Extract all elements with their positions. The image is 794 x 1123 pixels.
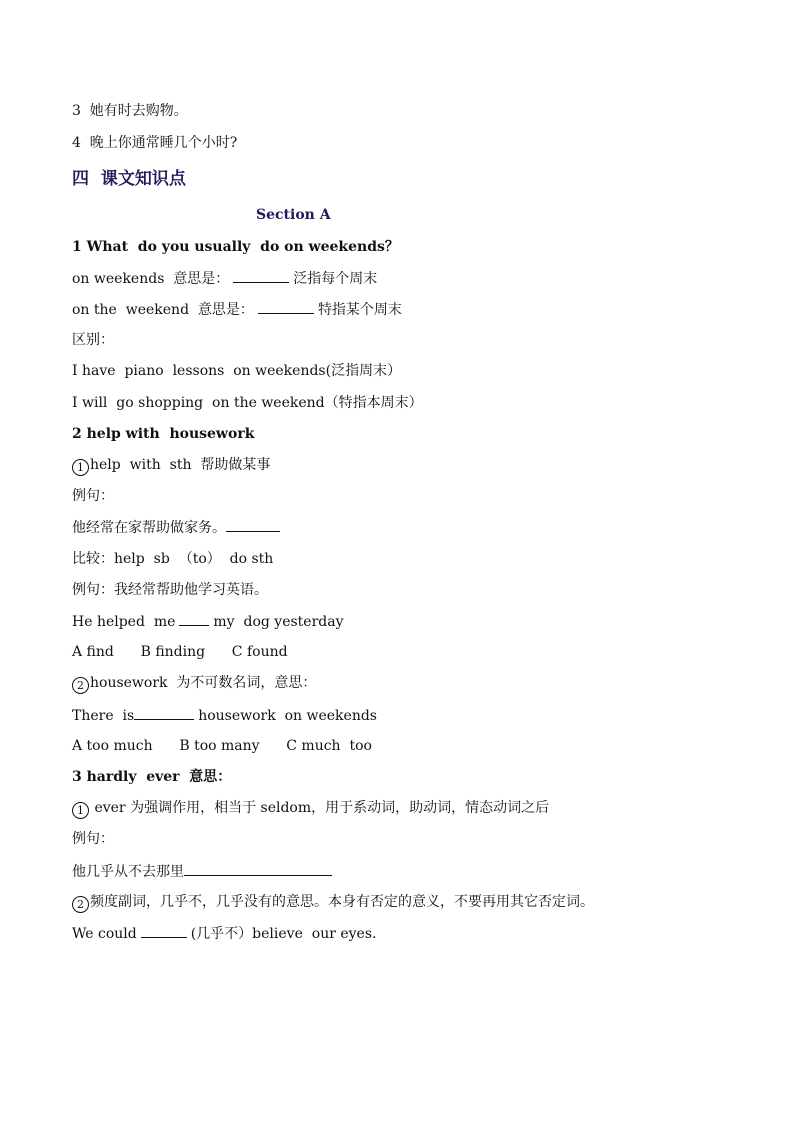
- text-line: [72, 455, 270, 476]
- answer-blank[interactable]: [226, 517, 280, 532]
- text-line: 3 她有时去购物。: [72, 103, 188, 119]
- section-heading: 四 课文知识点: [72, 169, 186, 189]
- example-line: I have piano lessons on weekends(泛指周末）: [72, 363, 402, 379]
- answer-blank[interactable]: [258, 299, 314, 314]
- circled-number: 2: [72, 896, 89, 913]
- answer-blank[interactable]: [134, 705, 194, 720]
- text-line: [72, 517, 284, 538]
- text-segment: 他几乎从不去那里: [72, 864, 184, 880]
- text-segment: housework 为不可数名词，意思：: [90, 675, 317, 691]
- point-title-2: 2 help with housework: [72, 426, 255, 442]
- text-segment: my dog yesterday: [213, 614, 344, 630]
- circled-number: 1: [72, 802, 89, 819]
- circled-number: 1: [72, 459, 89, 476]
- text-line: [72, 798, 549, 819]
- answer-blank[interactable]: [184, 861, 332, 876]
- point-title-3: 3 hardly ever 意思：: [72, 769, 232, 785]
- answer-blank[interactable]: [141, 923, 187, 938]
- question-line: [72, 923, 376, 944]
- text-segment: 频度副词，几乎不，几乎没有的意思。本身有否定的意义，不要再用其它否定词。: [90, 894, 594, 910]
- answer-blank[interactable]: [179, 611, 209, 626]
- text-segment: 他经常在家帮助做家务。: [72, 520, 226, 536]
- text-line: [72, 673, 316, 694]
- answer-blank[interactable]: [233, 268, 289, 283]
- text-segment: ever 为强调作用，相当于 seldom，用于系动词，助动词，情态动词之后: [90, 800, 550, 816]
- question-line: [72, 705, 377, 726]
- text-line: 例句：: [72, 831, 114, 847]
- text-segment: on the weekend 意思是：: [72, 302, 254, 318]
- text-line: [72, 268, 377, 289]
- text-line: 区别：: [72, 332, 114, 348]
- text-line: 4 晚上你通常睡几个小时?: [72, 135, 238, 151]
- text-segment: help with sth 帮助做某事: [90, 457, 271, 473]
- section-title: Section A: [256, 207, 331, 223]
- text-segment: (几乎不）believe our eyes.: [190, 926, 377, 942]
- example-line: I will go shopping on the weekend（特指本周末）: [72, 395, 423, 411]
- options-line: A find B finding C found: [72, 644, 288, 660]
- text-line: [72, 892, 594, 913]
- text-line: 例句：我经常帮助他学习英语。: [72, 582, 268, 598]
- text-line: 比较：help sb （to） do sth: [72, 551, 274, 567]
- text-segment: We could: [72, 926, 137, 942]
- text-segment: 泛指每个周末: [293, 271, 378, 287]
- text-segment: on weekends 意思是：: [72, 271, 230, 287]
- text-segment: He helped me: [72, 614, 176, 630]
- text-line: [72, 299, 402, 320]
- text-line: [72, 861, 336, 882]
- text-segment: housework on weekends: [198, 708, 377, 724]
- point-title-1: 1 What do you usually do on weekends？: [72, 239, 399, 255]
- options-line: A too much B too many C much too: [72, 738, 372, 754]
- text-segment: There is: [72, 708, 135, 724]
- circled-number: 2: [72, 677, 89, 694]
- question-line: [72, 611, 344, 632]
- text-segment: 特指某个周末: [317, 302, 402, 318]
- text-line: 例句：: [72, 488, 114, 504]
